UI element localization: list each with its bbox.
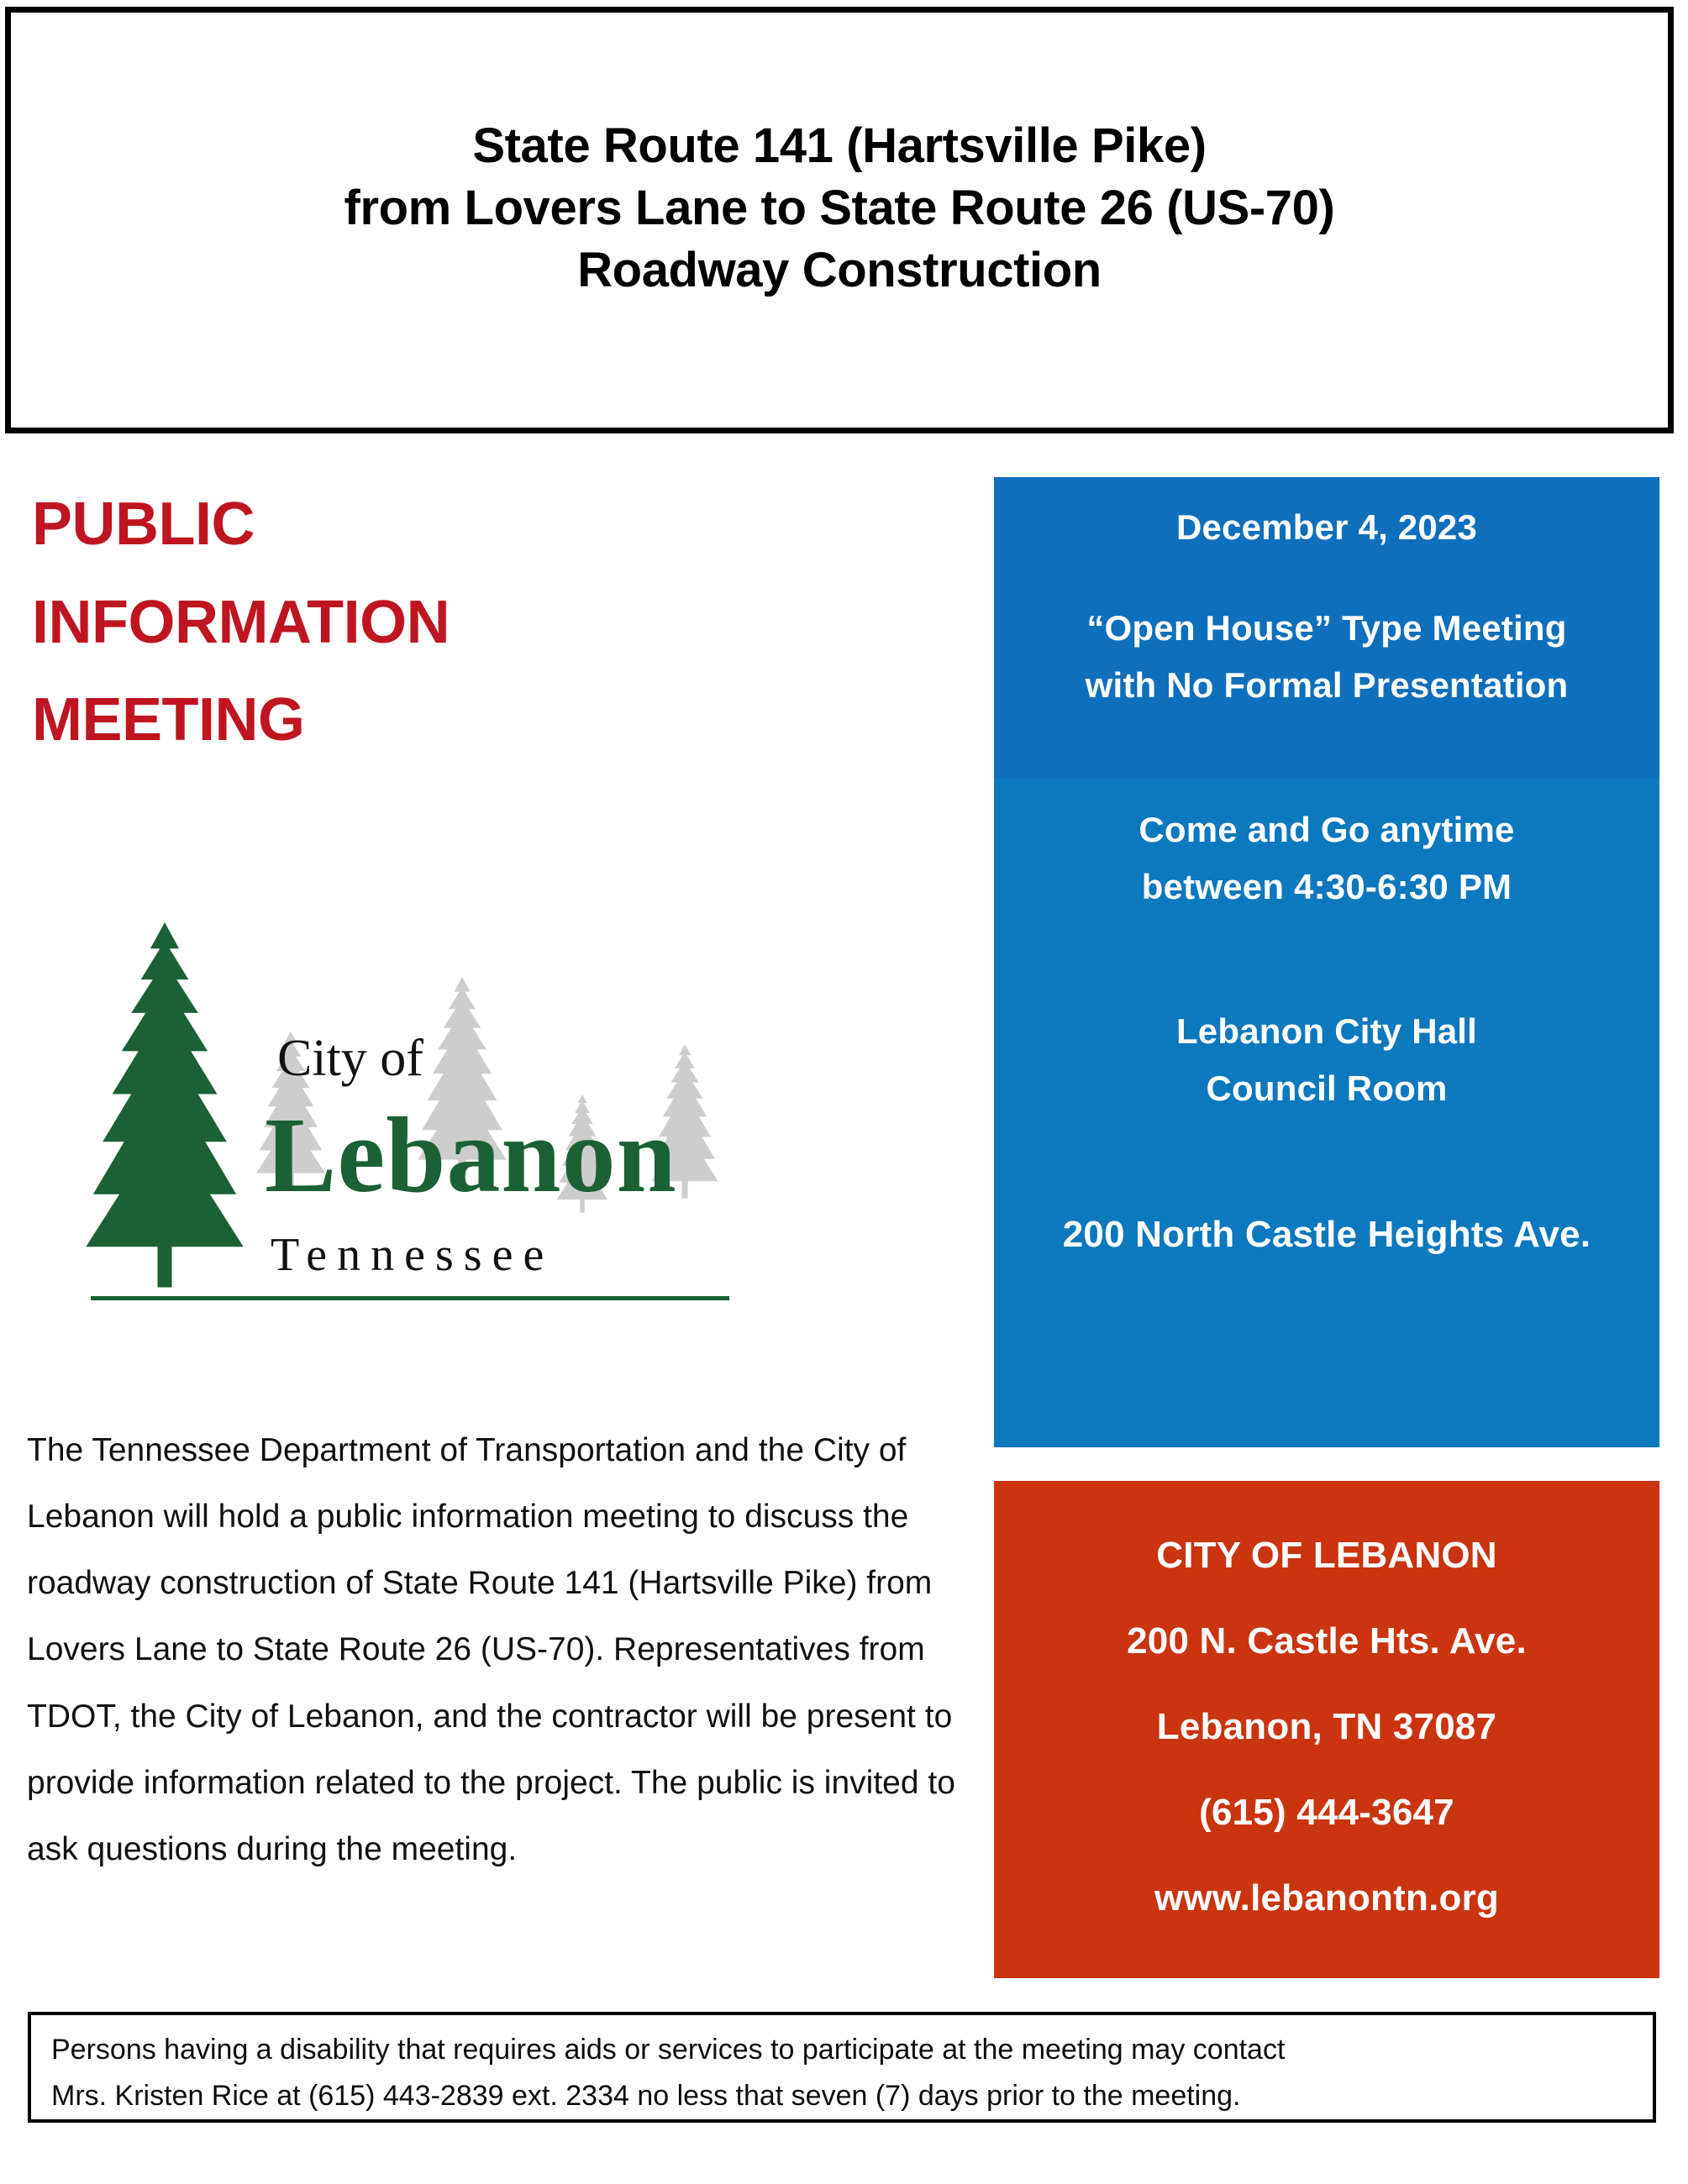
meeting-hours-line-1: Come and Go anytime (1138, 810, 1515, 850)
meeting-headline (0, 454, 975, 769)
meeting-type-line-1: “Open House” Type Meeting (1086, 608, 1567, 648)
logo-artwork (25, 914, 773, 1326)
meeting-description-paragraph: The Tennessee Department of Transportation and the City of Lebanon will hold a public information meeting to discuss the roadway construction of State Route 141 (Hartsville Pike) from Lovers Lane to State Route 26 (US-70). Representatives from TDOT, the City of Lebanon, and the contractor will be present to provide information related to the project. The public is invited to ask questions during the meeting. (27, 1432, 955, 1867)
page-title-line-1: State Route 141 (Hartsville Pike) (472, 118, 1207, 173)
contact-organization: CITY OF LEBANON (1156, 1535, 1497, 1576)
meeting-address: 200 North Castle Heights Ave. (1062, 1214, 1591, 1256)
ada-notice-line-2: Mrs. Kristen Rice at (615) 443-2839 ext. 2334 no less that seven (7) days prior to the meeting. (51, 2080, 1241, 2113)
page-title-line-2: from Lovers Lane to State Route 26 (US-70) (344, 180, 1335, 235)
headline-line-information: INFORMATION (32, 588, 450, 656)
blue-spacer-5 (994, 959, 1659, 1003)
blue-spacer-4 (994, 916, 1659, 959)
meeting-details-panel (994, 477, 1659, 1447)
logo-text-lebanon: Lebanon (265, 1095, 677, 1215)
green-pine-tree (86, 922, 243, 1288)
blue-spacer-7 (994, 1161, 1659, 1205)
meeting-date: December 4, 2023 (1175, 507, 1478, 547)
logo-text-city-of: City of (277, 1030, 423, 1087)
contact-website[interactable]: www.lebanontn.org (1154, 1877, 1499, 1919)
meeting-hours-line-2: between 4:30-6:30 PM (1141, 867, 1512, 907)
logo-text-tennessee: Tennessee (271, 1229, 555, 1281)
blue-spacer-6 (994, 1117, 1659, 1161)
city-contact-panel (994, 1481, 1659, 1978)
blue-spacer-3 (994, 758, 1659, 801)
meeting-venue-line-2: Council Room (1206, 1068, 1448, 1109)
blue-spacer-1 (994, 556, 1659, 600)
headline-line-public: PUBLIC (32, 491, 255, 558)
ada-accommodation-notice (28, 2012, 1656, 2123)
left-column (0, 454, 975, 769)
meeting-venue-line-1: Lebanon City Hall (1175, 1011, 1478, 1052)
blue-spacer-2 (994, 714, 1659, 758)
ada-notice-line-1: Persons having a disability that requires aids or services to participate at the meeting may contact (51, 2034, 1286, 2066)
city-of-lebanon-logo (25, 914, 773, 1326)
contact-phone: (615) 444-3647 (1199, 1792, 1454, 1834)
contact-city-state-zip: Lebanon, TN 37087 (1156, 1706, 1497, 1748)
headline-line-meeting: MEETING (32, 686, 305, 754)
page-title-line-3: Roadway Construction (577, 243, 1102, 298)
page-title (311, 115, 1369, 302)
contact-street-address: 200 N. Castle Hts. Ave. (1127, 1620, 1527, 1662)
meeting-type-line-2: with No Formal Presentation (1085, 665, 1569, 706)
logo-baseline (91, 1296, 729, 1300)
project-title-box (5, 7, 1674, 433)
